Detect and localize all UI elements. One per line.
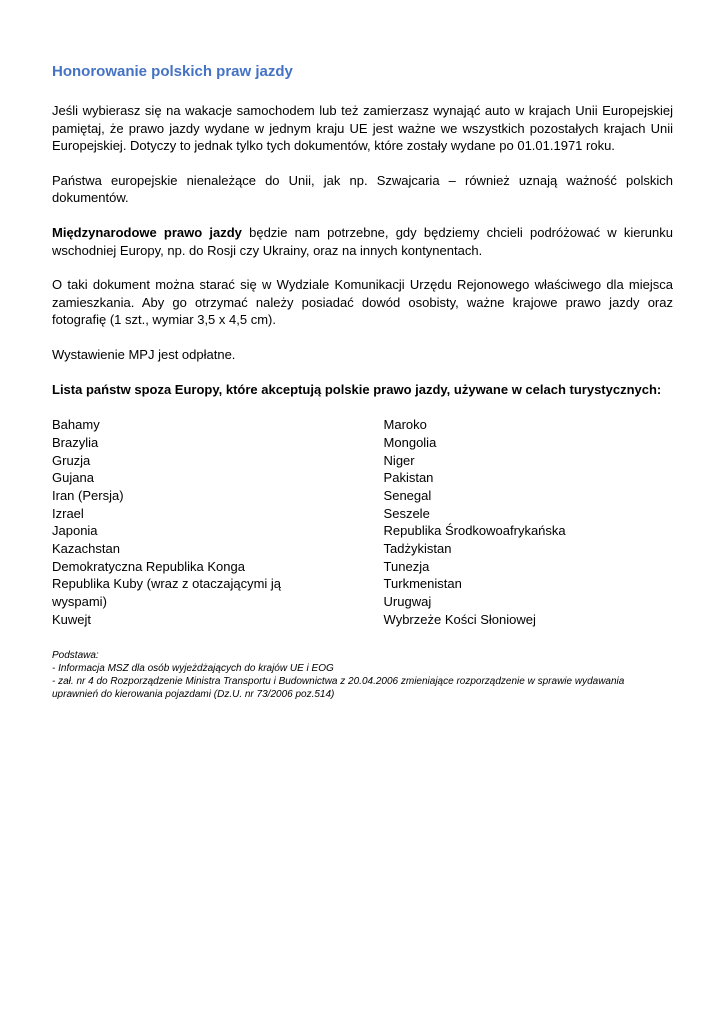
country-item: Niger: [383, 452, 415, 468]
paragraph-eu-validity: Jeśli wybierasz się na wakacje samochodem lub też zamierzasz wynająć auto w krajach Unii Europejskiej pamiętaj, że prawo jazdy wydane w jednym kraju UE jest ważne we wszystkich pozostałych krajach Unii Europejskiej. Dotyczy to jednak tylko tych dokumentów, które zostały wydane po 01.01.1971 roku.: [52, 103, 673, 154]
country-item: Tunezja: [383, 558, 430, 574]
countries-column-right: [384, 416, 673, 628]
footnote-source-1: - Informacja MSZ dla osób wyjeżdżających do krajów UE i EOG: [52, 662, 334, 674]
countries-list: [52, 416, 673, 628]
country-item: Gruzja: [52, 452, 91, 468]
countries-list-heading: Lista państw spoza Europy, które akceptują polskie prawo jazdy, używane w celach turystycznych:: [52, 381, 662, 397]
country-item: Gujana: [52, 470, 94, 486]
footnote: [52, 649, 673, 702]
countries-column-left: [52, 416, 292, 628]
paragraph-international-license: [52, 224, 673, 259]
international-license-text: będzie nam potrzebne, gdy będziemy chcieli podróżować w kierunku wschodniej Europy, np. do Rosji czy Ukrainy, oraz na innych kontynentach.: [52, 224, 673, 258]
country-item: Maroko: [383, 417, 427, 433]
country-item: Iran (Persja): [52, 487, 124, 503]
country-item: Seszele: [383, 505, 430, 521]
country-item: Bahamy: [52, 417, 100, 433]
paragraph-non-eu-europe: Państwa europejskie nienależące do Unii, jak np. Szwajcaria – również uznają ważność polskich dokumentów.: [52, 172, 673, 206]
paragraph-how-to-obtain: O taki dokument można starać się w Wydziale Komunikacji Urzędu Rejonowego właściwego dla miejsca zamieszkania. Aby go otrzymać należy posiadać dowód osobisty, ważne krajowe prawo jazdy oraz fotografię (1 szt., wymiar 3,5 x 4,5 cm).: [52, 277, 673, 328]
country-item: Mongolia: [383, 434, 437, 450]
international-license-term: Międzynarodowe prawo jazdy: [52, 224, 242, 240]
country-item: Brazylia: [52, 434, 99, 450]
country-item: Turkmenistan: [383, 576, 462, 592]
footnote-label: Podstawa:: [52, 649, 99, 661]
country-item: Urugwaj: [383, 594, 432, 610]
country-item: Demokratyczna Republika Konga: [52, 558, 245, 574]
country-item: Senegal: [383, 487, 432, 503]
footnote-source-2: - zał. nr 4 do Rozporządzenie Ministra Transportu i Budownictwa z 20.04.2006 zmieniające rozporządzenie w sprawie wydawania uprawnień do kierowania pojazdami (Dz.U. nr 73/2006 poz.514): [52, 676, 625, 701]
country-item: Republika Kuby (wraz z otaczającymi ją wyspami): [52, 576, 282, 610]
country-item: Tadżykistan: [383, 541, 452, 557]
country-item: Wybrzeże Kości Słoniowej: [383, 611, 536, 627]
paragraph-fee: Wystawienie MPJ jest odpłatne.: [52, 346, 236, 362]
country-item: Pakistan: [383, 470, 434, 486]
country-item: Kuwejt: [52, 611, 92, 627]
country-item: Republika Środkowoafrykańska: [383, 523, 566, 539]
page-title: Honorowanie polskich praw jazdy: [52, 63, 293, 80]
document-page: [52, 62, 673, 702]
country-item: Kazachstan: [52, 541, 120, 557]
country-item: Japonia: [52, 523, 98, 539]
country-item: Izrael: [52, 505, 84, 521]
